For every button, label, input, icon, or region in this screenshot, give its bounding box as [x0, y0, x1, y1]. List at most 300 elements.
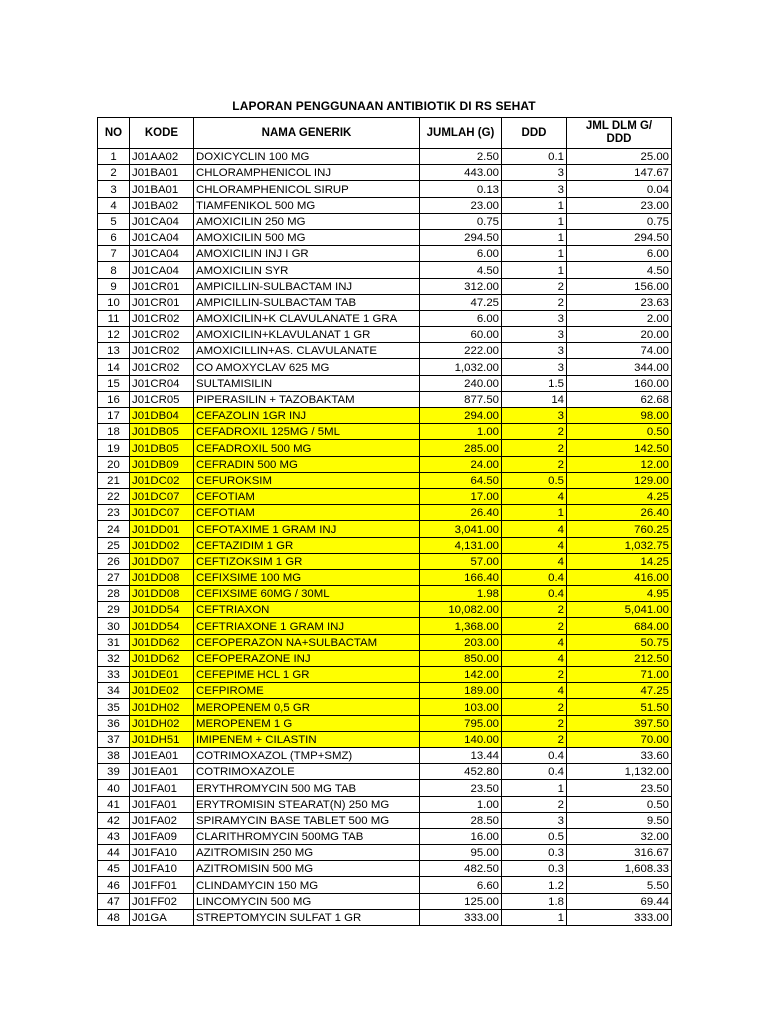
table-row: [98, 667, 672, 683]
table-row: [98, 488, 672, 504]
header-jml-line1: JML DLM G/: [585, 120, 653, 132]
cell-kode: J01DC02: [130, 472, 194, 488]
cell-ddd: 2: [502, 440, 567, 456]
cell-kode: J01DD62: [130, 650, 194, 666]
cell-kode: J01DD02: [130, 537, 194, 553]
cell-ddd: 1: [502, 780, 567, 796]
table-row: [98, 618, 672, 634]
table-row: [98, 521, 672, 537]
antibiotic-usage-table: [97, 117, 672, 926]
cell-jml-dlm-g-ddd: 0.04: [567, 181, 672, 197]
cell-jml-dlm-g-ddd: 69.44: [567, 893, 672, 909]
cell-nama-generik: ERYTHROMYCIN 500 MG TAB: [194, 780, 420, 796]
cell-nama-generik: COTRIMOXAZOLE: [194, 764, 420, 780]
cell-no: 29: [98, 602, 130, 618]
cell-ddd: 4: [502, 683, 567, 699]
cell-jumlah: 64.50: [420, 472, 502, 488]
table-row: [98, 569, 672, 585]
table-row: [98, 909, 672, 925]
cell-kode: J01EA01: [130, 764, 194, 780]
cell-no: 48: [98, 909, 130, 925]
cell-nama-generik: CEFAZOLIN 1GR INJ: [194, 408, 420, 424]
cell-jumlah: 443.00: [420, 165, 502, 181]
cell-jml-dlm-g-ddd: 47.25: [567, 683, 672, 699]
cell-nama-generik: MEROPENEM 1 G: [194, 715, 420, 731]
cell-jumlah: 795.00: [420, 715, 502, 731]
cell-jml-dlm-g-ddd: 50.75: [567, 634, 672, 650]
cell-jumlah: 6.60: [420, 877, 502, 893]
cell-jml-dlm-g-ddd: 9.50: [567, 812, 672, 828]
cell-kode: J01CA04: [130, 246, 194, 262]
table-row: [98, 294, 672, 310]
cell-jumlah: 23.00: [420, 197, 502, 213]
table-row: [98, 327, 672, 343]
table-body: [98, 149, 672, 926]
cell-jumlah: 10,082.00: [420, 602, 502, 618]
cell-kode: J01CR02: [130, 310, 194, 326]
cell-jumlah: 16.00: [420, 828, 502, 844]
cell-no: 41: [98, 796, 130, 812]
cell-ddd: 2: [502, 294, 567, 310]
cell-kode: J01FA02: [130, 812, 194, 828]
cell-ddd: 1.2: [502, 877, 567, 893]
cell-jml-dlm-g-ddd: 0.50: [567, 796, 672, 812]
table-row: [98, 812, 672, 828]
cell-kode: J01CA04: [130, 229, 194, 245]
cell-jumlah: 6.00: [420, 246, 502, 262]
cell-jml-dlm-g-ddd: 2.00: [567, 310, 672, 326]
cell-nama-generik: CHLORAMPHENICOL INJ: [194, 165, 420, 181]
table-row: [98, 828, 672, 844]
cell-kode: J01FA09: [130, 828, 194, 844]
cell-jumlah: 95.00: [420, 845, 502, 861]
cell-jumlah: 1.00: [420, 424, 502, 440]
cell-jml-dlm-g-ddd: 12.00: [567, 456, 672, 472]
cell-nama-generik: AMPICILLIN-SULBACTAM INJ: [194, 278, 420, 294]
cell-jumlah: 17.00: [420, 488, 502, 504]
cell-no: 40: [98, 780, 130, 796]
table-row: [98, 699, 672, 715]
cell-jml-dlm-g-ddd: 1,132.00: [567, 764, 672, 780]
cell-nama-generik: AMOXICILLIN+AS. CLAVULANATE: [194, 343, 420, 359]
cell-nama-generik: CLARITHROMYCIN 500MG TAB: [194, 828, 420, 844]
cell-ddd: 4: [502, 634, 567, 650]
cell-kode: J01DD54: [130, 618, 194, 634]
cell-jumlah: 166.40: [420, 569, 502, 585]
cell-nama-generik: CEFEPIME HCL 1 GR: [194, 667, 420, 683]
cell-ddd: 4: [502, 488, 567, 504]
cell-ddd: 4: [502, 553, 567, 569]
cell-no: 25: [98, 537, 130, 553]
cell-jml-dlm-g-ddd: 129.00: [567, 472, 672, 488]
cell-jumlah: 23.50: [420, 780, 502, 796]
cell-jml-dlm-g-ddd: 4.50: [567, 262, 672, 278]
cell-kode: J01DD08: [130, 569, 194, 585]
header-jml-dlm-g-ddd: [567, 118, 672, 149]
cell-no: 34: [98, 683, 130, 699]
cell-jml-dlm-g-ddd: 5.50: [567, 877, 672, 893]
cell-jumlah: 222.00: [420, 343, 502, 359]
table-row: [98, 310, 672, 326]
cell-nama-generik: CEFIXSIME 100 MG: [194, 569, 420, 585]
cell-no: 31: [98, 634, 130, 650]
cell-ddd: 0.3: [502, 861, 567, 877]
cell-nama-generik: CEFOPERAZONE INJ: [194, 650, 420, 666]
cell-kode: J01DD01: [130, 521, 194, 537]
cell-no: 27: [98, 569, 130, 585]
cell-jumlah: 294.50: [420, 229, 502, 245]
cell-nama-generik: MEROPENEM 0,5 GR: [194, 699, 420, 715]
cell-kode: J01DD07: [130, 553, 194, 569]
cell-jumlah: 142.00: [420, 667, 502, 683]
cell-kode: J01EA01: [130, 747, 194, 763]
cell-jumlah: 877.50: [420, 391, 502, 407]
cell-nama-generik: CEFTAZIDIM 1 GR: [194, 537, 420, 553]
cell-jumlah: 240.00: [420, 375, 502, 391]
cell-jml-dlm-g-ddd: 160.00: [567, 375, 672, 391]
cell-ddd: 1: [502, 909, 567, 925]
cell-jumlah: 0.75: [420, 213, 502, 229]
cell-jml-dlm-g-ddd: 23.63: [567, 294, 672, 310]
cell-jumlah: 47.25: [420, 294, 502, 310]
cell-kode: J01CR01: [130, 278, 194, 294]
table-header: [98, 118, 672, 149]
cell-ddd: 3: [502, 359, 567, 375]
cell-no: 33: [98, 667, 130, 683]
cell-ddd: 2: [502, 424, 567, 440]
cell-no: 4: [98, 197, 130, 213]
cell-no: 28: [98, 586, 130, 602]
cell-jumlah: 203.00: [420, 634, 502, 650]
cell-ddd: 1: [502, 505, 567, 521]
cell-ddd: 2: [502, 731, 567, 747]
cell-kode: J01CR04: [130, 375, 194, 391]
cell-nama-generik: CEFIXSIME 60MG / 30ML: [194, 586, 420, 602]
cell-kode: J01CR05: [130, 391, 194, 407]
cell-ddd: 2: [502, 715, 567, 731]
cell-no: 20: [98, 456, 130, 472]
cell-kode: J01GA: [130, 909, 194, 925]
cell-nama-generik: CEFOTIAM: [194, 488, 420, 504]
cell-nama-generik: CEFRADIN 500 MG: [194, 456, 420, 472]
cell-jumlah: 3,041.00: [420, 521, 502, 537]
cell-ddd: 14: [502, 391, 567, 407]
cell-no: 24: [98, 521, 130, 537]
cell-no: 15: [98, 375, 130, 391]
cell-jml-dlm-g-ddd: 316.67: [567, 845, 672, 861]
cell-nama-generik: AZITROMISIN 250 MG: [194, 845, 420, 861]
cell-jml-dlm-g-ddd: 4.25: [567, 488, 672, 504]
cell-jml-dlm-g-ddd: 294.50: [567, 229, 672, 245]
cell-no: 30: [98, 618, 130, 634]
cell-jumlah: 1,032.00: [420, 359, 502, 375]
cell-kode: J01DB04: [130, 408, 194, 424]
cell-ddd: 4: [502, 650, 567, 666]
cell-nama-generik: AMOXICILIN 250 MG: [194, 213, 420, 229]
cell-jumlah: 285.00: [420, 440, 502, 456]
cell-no: 23: [98, 505, 130, 521]
cell-no: 37: [98, 731, 130, 747]
table-row: [98, 359, 672, 375]
cell-ddd: 0.4: [502, 747, 567, 763]
cell-no: 43: [98, 828, 130, 844]
table-row: [98, 456, 672, 472]
table-row: [98, 796, 672, 812]
cell-jumlah: 4.50: [420, 262, 502, 278]
table-row: [98, 683, 672, 699]
cell-nama-generik: AMOXICILIN INJ I GR: [194, 246, 420, 262]
cell-kode: J01FF01: [130, 877, 194, 893]
cell-nama-generik: CO AMOXYCLAV 625 MG: [194, 359, 420, 375]
cell-ddd: 0.3: [502, 845, 567, 861]
cell-no: 19: [98, 440, 130, 456]
cell-no: 6: [98, 229, 130, 245]
header-ddd: DDD: [502, 118, 567, 149]
cell-jml-dlm-g-ddd: 74.00: [567, 343, 672, 359]
cell-ddd: 0.4: [502, 764, 567, 780]
cell-kode: J01CR02: [130, 327, 194, 343]
cell-jml-dlm-g-ddd: 760.25: [567, 521, 672, 537]
cell-jml-dlm-g-ddd: 4.95: [567, 586, 672, 602]
cell-nama-generik: ERYTROMISIN STEARAT(N) 250 MG: [194, 796, 420, 812]
table-row: [98, 278, 672, 294]
table-row: [98, 845, 672, 861]
cell-nama-generik: AMOXICILIN+KLAVULANAT 1 GR: [194, 327, 420, 343]
cell-ddd: 3: [502, 165, 567, 181]
table-row: [98, 780, 672, 796]
cell-kode: J01FA10: [130, 861, 194, 877]
cell-ddd: 0.4: [502, 586, 567, 602]
cell-kode: J01FA01: [130, 780, 194, 796]
cell-no: 10: [98, 294, 130, 310]
cell-jml-dlm-g-ddd: 5,041.00: [567, 602, 672, 618]
cell-kode: J01FA10: [130, 845, 194, 861]
cell-ddd: 0.5: [502, 828, 567, 844]
table-row: [98, 634, 672, 650]
cell-ddd: 2: [502, 618, 567, 634]
cell-nama-generik: TIAMFENIKOL 500 MG: [194, 197, 420, 213]
cell-ddd: 3: [502, 408, 567, 424]
table-row: [98, 375, 672, 391]
cell-kode: J01DC07: [130, 488, 194, 504]
cell-jumlah: 482.50: [420, 861, 502, 877]
header-kode: KODE: [130, 118, 194, 149]
cell-ddd: 3: [502, 343, 567, 359]
cell-jml-dlm-g-ddd: 98.00: [567, 408, 672, 424]
cell-no: 26: [98, 553, 130, 569]
cell-jumlah: 0.13: [420, 181, 502, 197]
cell-nama-generik: AMOXICILIN SYR: [194, 262, 420, 278]
cell-kode: J01CA04: [130, 213, 194, 229]
table-row: [98, 505, 672, 521]
cell-jml-dlm-g-ddd: 26.40: [567, 505, 672, 521]
table-row: [98, 262, 672, 278]
cell-no: 21: [98, 472, 130, 488]
cell-ddd: 3: [502, 812, 567, 828]
cell-ddd: 4: [502, 537, 567, 553]
table-row: [98, 343, 672, 359]
cell-jumlah: 13.44: [420, 747, 502, 763]
cell-no: 39: [98, 764, 130, 780]
cell-jml-dlm-g-ddd: 14.25: [567, 553, 672, 569]
cell-ddd: 0.1: [502, 149, 567, 165]
cell-no: 45: [98, 861, 130, 877]
cell-nama-generik: DOXICYCLIN 100 MG: [194, 149, 420, 165]
cell-no: 35: [98, 699, 130, 715]
cell-jumlah: 2.50: [420, 149, 502, 165]
cell-no: 13: [98, 343, 130, 359]
cell-kode: J01CR02: [130, 343, 194, 359]
cell-no: 1: [98, 149, 130, 165]
cell-nama-generik: PIPERASILIN + TAZOBAKTAM: [194, 391, 420, 407]
cell-no: 22: [98, 488, 130, 504]
table-row: [98, 181, 672, 197]
cell-jumlah: 26.40: [420, 505, 502, 521]
table-row: [98, 149, 672, 165]
cell-kode: J01FF02: [130, 893, 194, 909]
cell-nama-generik: CEFUROKSIM: [194, 472, 420, 488]
cell-jumlah: 189.00: [420, 683, 502, 699]
table-row: [98, 553, 672, 569]
header-row: [98, 118, 672, 149]
table-row: [98, 861, 672, 877]
cell-ddd: 0.4: [502, 569, 567, 585]
cell-jumlah: 294.00: [420, 408, 502, 424]
cell-nama-generik: SPIRAMYCIN BASE TABLET 500 MG: [194, 812, 420, 828]
cell-no: 47: [98, 893, 130, 909]
cell-ddd: 2: [502, 699, 567, 715]
cell-jumlah: 57.00: [420, 553, 502, 569]
cell-kode: J01BA01: [130, 181, 194, 197]
cell-kode: J01BA02: [130, 197, 194, 213]
cell-ddd: 2: [502, 667, 567, 683]
cell-jumlah: 28.50: [420, 812, 502, 828]
cell-nama-generik: CEFADROXIL 125MG / 5ML: [194, 424, 420, 440]
cell-nama-generik: CEFTIZOKSIM 1 GR: [194, 553, 420, 569]
cell-ddd: 3: [502, 181, 567, 197]
cell-nama-generik: CEFADROXIL 500 MG: [194, 440, 420, 456]
cell-jml-dlm-g-ddd: 62.68: [567, 391, 672, 407]
cell-nama-generik: AMPICILLIN-SULBACTAM TAB: [194, 294, 420, 310]
table-row: [98, 213, 672, 229]
cell-nama-generik: CEFOPERAZON NA+SULBACTAM: [194, 634, 420, 650]
cell-ddd: 2: [502, 796, 567, 812]
cell-no: 18: [98, 424, 130, 440]
cell-jml-dlm-g-ddd: 344.00: [567, 359, 672, 375]
cell-ddd: 1: [502, 262, 567, 278]
table-row: [98, 715, 672, 731]
table-row: [98, 764, 672, 780]
cell-no: 16: [98, 391, 130, 407]
cell-no: 7: [98, 246, 130, 262]
table-row: [98, 229, 672, 245]
cell-no: 11: [98, 310, 130, 326]
table-row: [98, 602, 672, 618]
cell-ddd: 0.5: [502, 472, 567, 488]
cell-ddd: 2: [502, 278, 567, 294]
cell-ddd: 2: [502, 602, 567, 618]
cell-nama-generik: IMIPENEM + CILASTIN: [194, 731, 420, 747]
cell-nama-generik: AZITROMISIN 500 MG: [194, 861, 420, 877]
cell-kode: J01DH02: [130, 699, 194, 715]
cell-no: 14: [98, 359, 130, 375]
cell-jml-dlm-g-ddd: 71.00: [567, 667, 672, 683]
cell-kode: J01DC07: [130, 505, 194, 521]
cell-jumlah: 140.00: [420, 731, 502, 747]
cell-nama-generik: AMOXICILIN+K CLAVULANATE 1 GRA: [194, 310, 420, 326]
cell-nama-generik: CLINDAMYCIN 150 MG: [194, 877, 420, 893]
cell-no: 38: [98, 747, 130, 763]
cell-nama-generik: CEFOTIAM: [194, 505, 420, 521]
cell-kode: J01CR02: [130, 359, 194, 375]
cell-no: 36: [98, 715, 130, 731]
cell-no: 17: [98, 408, 130, 424]
cell-jml-dlm-g-ddd: 33.60: [567, 747, 672, 763]
cell-ddd: 1: [502, 213, 567, 229]
cell-jml-dlm-g-ddd: 0.50: [567, 424, 672, 440]
cell-no: 44: [98, 845, 130, 861]
cell-jml-dlm-g-ddd: 25.00: [567, 149, 672, 165]
cell-jumlah: 6.00: [420, 310, 502, 326]
cell-nama-generik: CEFOTAXIME 1 GRAM INJ: [194, 521, 420, 537]
cell-kode: J01CA04: [130, 262, 194, 278]
cell-ddd: 1.5: [502, 375, 567, 391]
cell-jml-dlm-g-ddd: 23.00: [567, 197, 672, 213]
table-row: [98, 197, 672, 213]
table-row: [98, 424, 672, 440]
cell-jumlah: 1.98: [420, 586, 502, 602]
cell-jumlah: 312.00: [420, 278, 502, 294]
table-row: [98, 246, 672, 262]
cell-no: 12: [98, 327, 130, 343]
cell-kode: J01BA01: [130, 165, 194, 181]
table-row: [98, 537, 672, 553]
cell-jml-dlm-g-ddd: 397.50: [567, 715, 672, 731]
cell-jml-dlm-g-ddd: 20.00: [567, 327, 672, 343]
cell-kode: J01DD08: [130, 586, 194, 602]
cell-no: 8: [98, 262, 130, 278]
cell-nama-generik: AMOXICILIN 500 MG: [194, 229, 420, 245]
cell-jml-dlm-g-ddd: 147.67: [567, 165, 672, 181]
cell-jml-dlm-g-ddd: 156.00: [567, 278, 672, 294]
cell-jumlah: 125.00: [420, 893, 502, 909]
cell-nama-generik: CEFTRIAXONE 1 GRAM INJ: [194, 618, 420, 634]
cell-no: 3: [98, 181, 130, 197]
header-jumlah: JUMLAH (G): [420, 118, 502, 149]
table-row: [98, 165, 672, 181]
cell-nama-generik: COTRIMOXAZOL (TMP+SMZ): [194, 747, 420, 763]
cell-jml-dlm-g-ddd: 32.00: [567, 828, 672, 844]
cell-jml-dlm-g-ddd: 1,608.33: [567, 861, 672, 877]
cell-ddd: 1: [502, 246, 567, 262]
cell-nama-generik: CHLORAMPHENICOL SIRUP: [194, 181, 420, 197]
table-row: [98, 893, 672, 909]
cell-ddd: 4: [502, 521, 567, 537]
cell-kode: J01DE02: [130, 683, 194, 699]
cell-kode: J01DB09: [130, 456, 194, 472]
cell-no: 9: [98, 278, 130, 294]
cell-kode: J01DD54: [130, 602, 194, 618]
table-row: [98, 877, 672, 893]
cell-jml-dlm-g-ddd: 0.75: [567, 213, 672, 229]
cell-jumlah: 850.00: [420, 650, 502, 666]
cell-jumlah: 1,368.00: [420, 618, 502, 634]
cell-kode: J01DH02: [130, 715, 194, 731]
table-row: [98, 472, 672, 488]
cell-jml-dlm-g-ddd: 51.50: [567, 699, 672, 715]
table-row: [98, 391, 672, 407]
cell-no: 32: [98, 650, 130, 666]
